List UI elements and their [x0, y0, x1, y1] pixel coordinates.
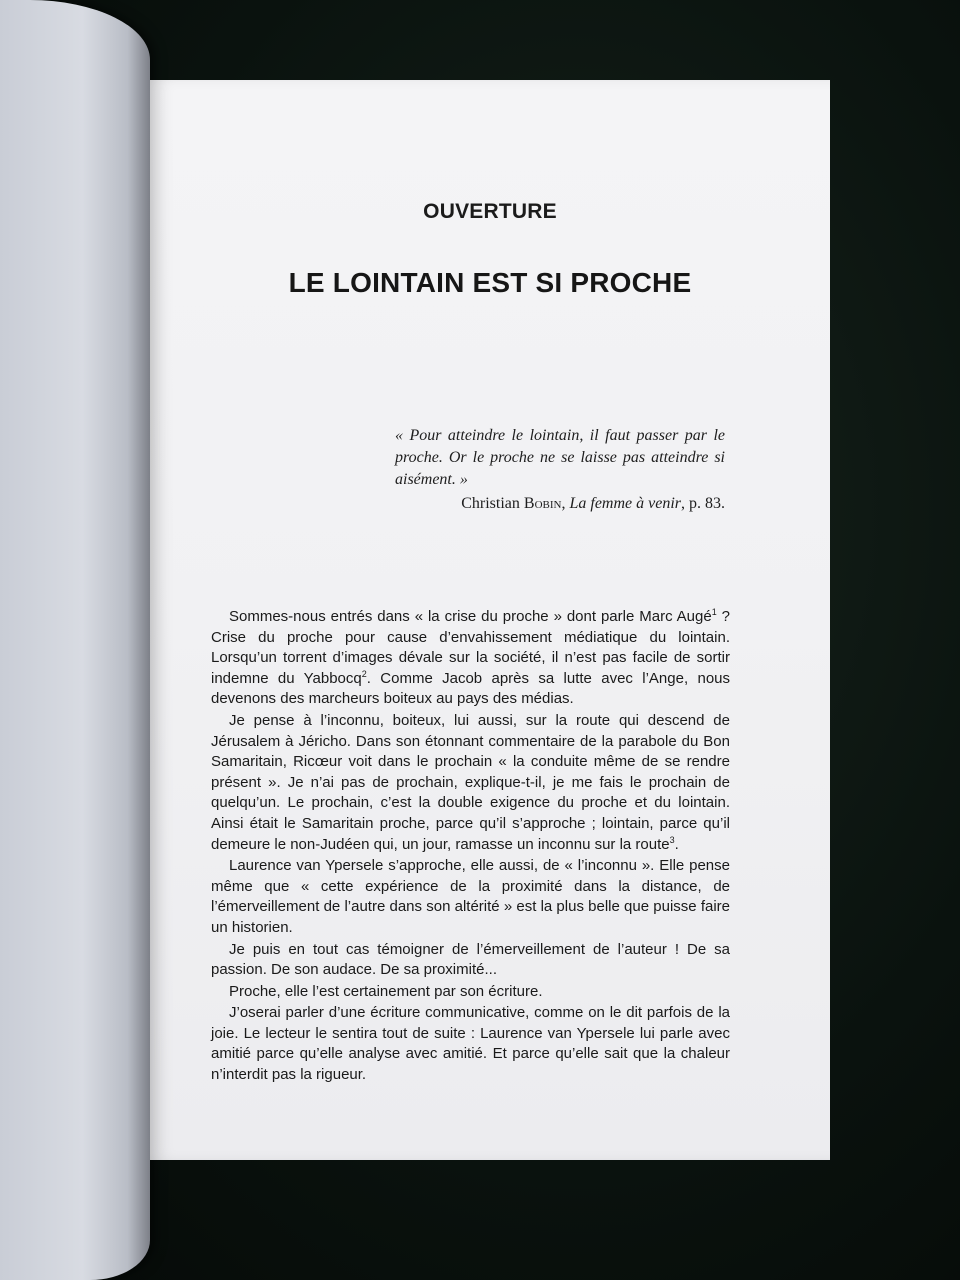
paragraph: Sommes-nous entrés dans « la crise du proche » dont parle Marc Augé$^1$ ? Crise du proche pour cause d’envahissement médiatique du lointain. Lorsqu’un torrent d’images dévale sur la société, il n’est pas facile de sortir indemne du Yabbocq$^2$. Comme Jacob après sa lutte avec l’Ange, nous devenons des marcheurs boiteux au pays des médias.: [211, 607, 731, 708]
paragraph: Je pense à l’inconnu, boiteux, lui aussi, sur la route qui descend de Jérusalem à Jéricho. Dans son étonnant commentaire de la parabole du Bon Samaritain, Ricœur voit dans le prochain « la conduite même de se rendre présent ». Je n’ai pas de prochain, explique-t-il, je me fais le prochain de quelqu’un. Le prochain, c’est la double exigence du proche et du lointain. Ainsi était le Samaritain proche, parce qu’il s’approche ; lointain, parce qu’il demeure le non-Judéen qui, un jour, ramasse un inconnu sur la route$^3$.: [211, 711, 730, 853]
page-reference: , p. 83.: [681, 495, 725, 512]
epigraph: [395, 425, 725, 515]
footnote-ref: 1: [711, 607, 717, 617]
facing-page-edge: [0, 0, 150, 1280]
footnote-ref: 2: [361, 668, 367, 679]
body-text: [211, 607, 730, 1087]
epigraph-quote: « Pour atteindre le lointain, il faut passer par le proche. Or le proche ne se laisse pas atteindre si aisément. »: [395, 427, 725, 488]
paragraph: Laurence van Ypersele s’approche, elle aussi, de « l’inconnu ». Elle pense même que « cette expérience de la proximité dans la distance, de l’émerveillement de l’autre dans son altérité » est la plus belle que puisse faire un historien.: [211, 857, 730, 936]
author-first-name: Christian: [461, 495, 520, 512]
chapter-title: LE LOINTAIN EST SI PROCHE: [288, 267, 692, 298]
paragraph: Proche, elle l’est certainement par son écriture.: [229, 982, 543, 1000]
footnote-ref: 3: [669, 834, 675, 845]
epigraph-attribution: Christian Bobin, La femme à venir, p. 83.: [461, 495, 725, 512]
paragraph: Je puis en tout cas témoigner de l’émerveillement de l’auteur ! De sa passion. De son audace. De sa proximité...: [211, 940, 730, 979]
book-page: [150, 80, 830, 1160]
author-last-name: Bobin: [523, 495, 562, 512]
section-overline: OUVERTURE: [423, 200, 557, 223]
paragraph: J’oserai parler d’une écriture communicative, comme on le dit parfois de la joie. Le lecteur le sentira tout de suite : Laurence van Ypersele lui parle avec amitié parce qu’elle analyse avec amitié. Et parce qu’elle sait que la chaleur n’interdit pas la rigueur.: [211, 1004, 730, 1084]
work-title: La femme à venir: [569, 495, 681, 512]
